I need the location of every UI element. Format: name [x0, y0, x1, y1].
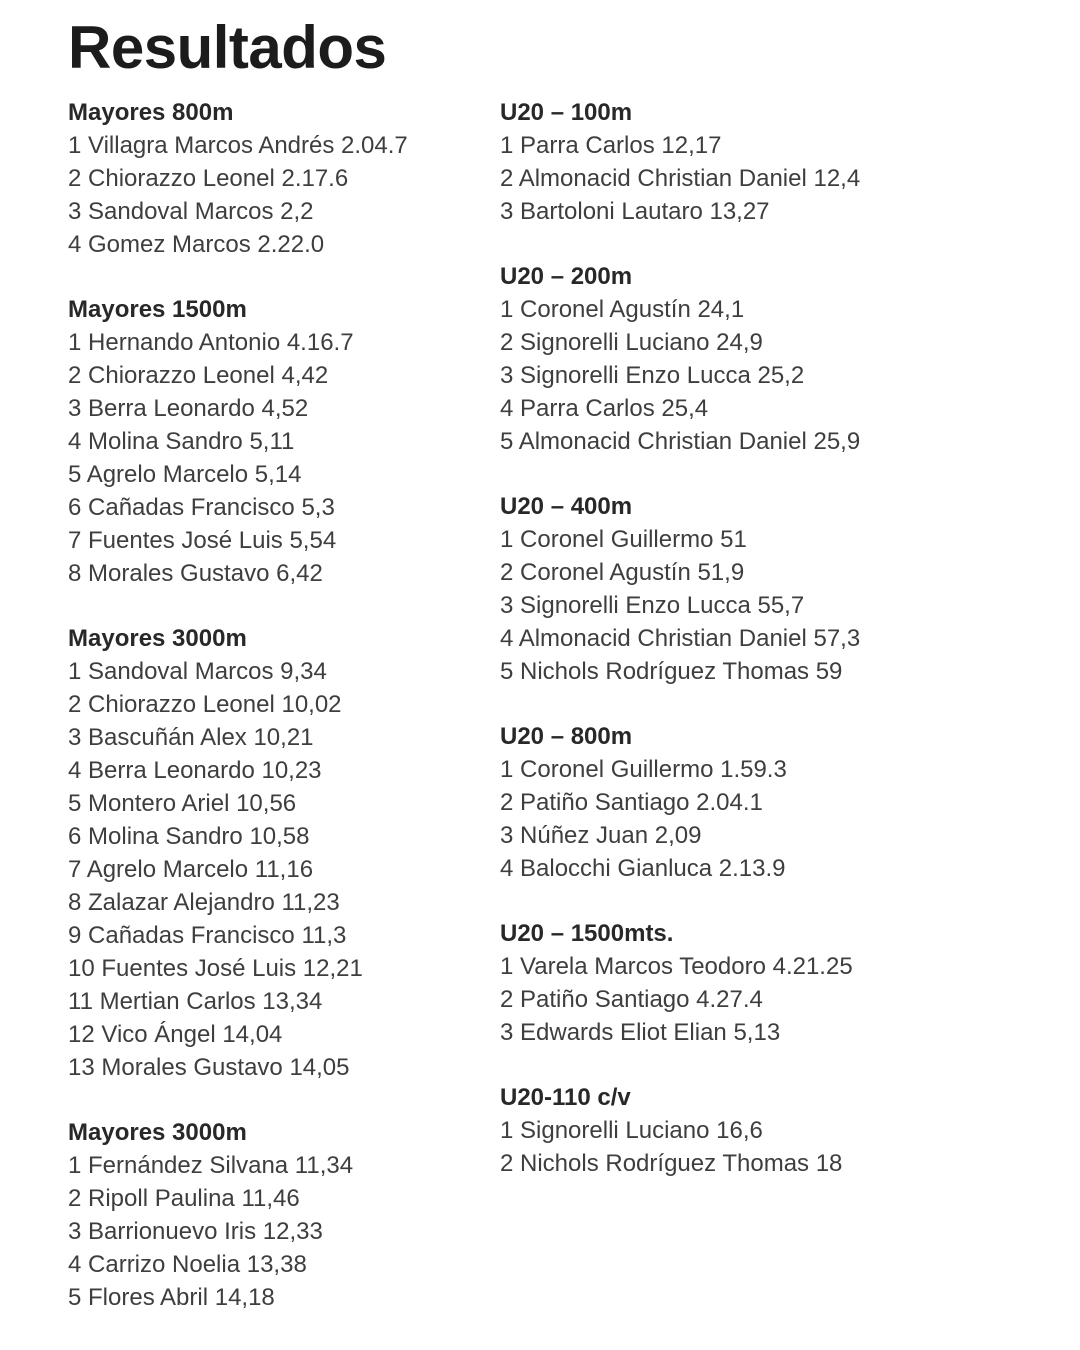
- section-heading: Mayores 1500m: [68, 296, 247, 323]
- result-line: 5 Almonacid Christian Daniel 25,9: [500, 428, 861, 455]
- result-line: 12 Vico Ángel 14,04: [68, 1021, 283, 1048]
- result-line: 1 Parra Carlos 12,17: [500, 132, 722, 159]
- result-line: 4 Parra Carlos 25,4: [500, 395, 709, 422]
- result-line: 3 Bartoloni Lautaro 13,27: [500, 198, 770, 225]
- result-line: 10 Fuentes José Luis 12,21: [68, 955, 363, 982]
- result-line: 1 Sandoval Marcos 9,34: [68, 658, 327, 685]
- result-line: 3 Signorelli Enzo Lucca 55,7: [500, 592, 805, 619]
- result-line: 3 Barrionuevo Iris 12,33: [68, 1218, 323, 1245]
- result-section: [500, 1081, 1040, 1180]
- result-line: 3 Berra Leonardo 4,52: [68, 395, 309, 422]
- result-line: 2 Ripoll Paulina 11,46: [68, 1185, 300, 1212]
- result-line: 2 Signorelli Luciano 24,9: [500, 329, 763, 356]
- result-line: 8 Zalazar Alejandro 11,23: [68, 889, 340, 916]
- result-line: 4 Balocchi Gianluca 2.13.9: [500, 855, 786, 882]
- result-section: [500, 96, 1040, 228]
- result-section: [500, 490, 1040, 688]
- result-section: [68, 96, 500, 261]
- section-heading: U20 – 200m: [500, 263, 633, 290]
- result-line: 1 Coronel Guillermo 1.59.3: [500, 756, 787, 783]
- result-line: 7 Agrelo Marcelo 11,16: [68, 856, 314, 883]
- page-title: Resultados: [68, 14, 387, 81]
- result-line: 5 Nichols Rodríguez Thomas 59: [500, 658, 843, 685]
- result-line: 2 Chiorazzo Leonel 10,02: [68, 691, 342, 718]
- section-heading: U20 – 400m: [500, 493, 633, 520]
- result-line: 2 Chiorazzo Leonel 2.17.6: [68, 165, 349, 192]
- result-line: 4 Carrizo Noelia 13,38: [68, 1251, 307, 1278]
- results-columns: [68, 96, 1040, 1346]
- result-line: 2 Chiorazzo Leonel 4,42: [68, 362, 329, 389]
- result-line: 9 Cañadas Francisco 11,3: [68, 922, 347, 949]
- result-line: 6 Cañadas Francisco 5,3: [68, 494, 335, 521]
- result-line: 1 Hernando Antonio 4.16.7: [68, 329, 354, 356]
- result-line: 3 Signorelli Enzo Lucca 25,2: [500, 362, 805, 389]
- result-line: 1 Varela Marcos Teodoro 4.21.25: [500, 953, 853, 980]
- section-heading: Mayores 3000m: [68, 1119, 247, 1146]
- result-line: 4 Gomez Marcos 2.22.0: [68, 231, 325, 258]
- result-section: [500, 917, 1040, 1049]
- result-line: 1 Villagra Marcos Andrés 2.04.7: [68, 132, 408, 159]
- section-heading: Mayores 800m: [68, 99, 234, 126]
- results-column-left: [68, 96, 500, 1346]
- result-line: 3 Núñez Juan 2,09: [500, 822, 702, 849]
- result-line: 5 Montero Ariel 10,56: [68, 790, 297, 817]
- results-column-right: [500, 96, 1040, 1212]
- result-line: 2 Almonacid Christian Daniel 12,4: [500, 165, 861, 192]
- result-line: 2 Nichols Rodríguez Thomas 18: [500, 1150, 843, 1177]
- result-section: [68, 622, 500, 1084]
- result-line: 3 Bascuñán Alex 10,21: [68, 724, 314, 751]
- result-line: 1 Signorelli Luciano 16,6: [500, 1117, 763, 1144]
- result-line: 5 Flores Abril 14,18: [68, 1284, 275, 1311]
- result-line: 2 Coronel Agustín 51,9: [500, 559, 745, 586]
- result-line: 4 Almonacid Christian Daniel 57,3: [500, 625, 861, 652]
- section-heading: U20 – 100m: [500, 99, 633, 126]
- result-section: [68, 293, 500, 590]
- result-line: 4 Molina Sandro 5,11: [68, 428, 295, 455]
- result-line: 2 Patiño Santiago 4.27.4: [500, 986, 763, 1013]
- result-line: 1 Fernández Silvana 11,34: [68, 1152, 354, 1179]
- result-line: 7 Fuentes José Luis 5,54: [68, 527, 337, 554]
- result-section: [68, 1116, 500, 1314]
- result-line: 8 Morales Gustavo 6,42: [68, 560, 323, 587]
- result-line: 3 Sandoval Marcos 2,2: [68, 198, 314, 225]
- result-line: 1 Coronel Agustín 24,1: [500, 296, 745, 323]
- result-line: 4 Berra Leonardo 10,23: [68, 757, 322, 784]
- section-heading: Mayores 3000m: [68, 625, 247, 652]
- result-section: [500, 260, 1040, 458]
- section-heading: U20-110 c/v: [500, 1084, 631, 1111]
- result-line: 2 Patiño Santiago 2.04.1: [500, 789, 763, 816]
- result-line: 3 Edwards Eliot Elian 5,13: [500, 1019, 781, 1046]
- result-line: 11 Mertian Carlos 13,34: [68, 988, 323, 1015]
- section-heading: U20 – 800m: [500, 723, 633, 750]
- result-line: 6 Molina Sandro 10,58: [68, 823, 310, 850]
- result-line: 5 Agrelo Marcelo 5,14: [68, 461, 302, 488]
- result-section: [500, 720, 1040, 885]
- result-line: 13 Morales Gustavo 14,05: [68, 1054, 350, 1081]
- section-heading: U20 – 1500mts.: [500, 920, 674, 947]
- result-line: 1 Coronel Guillermo 51: [500, 526, 747, 553]
